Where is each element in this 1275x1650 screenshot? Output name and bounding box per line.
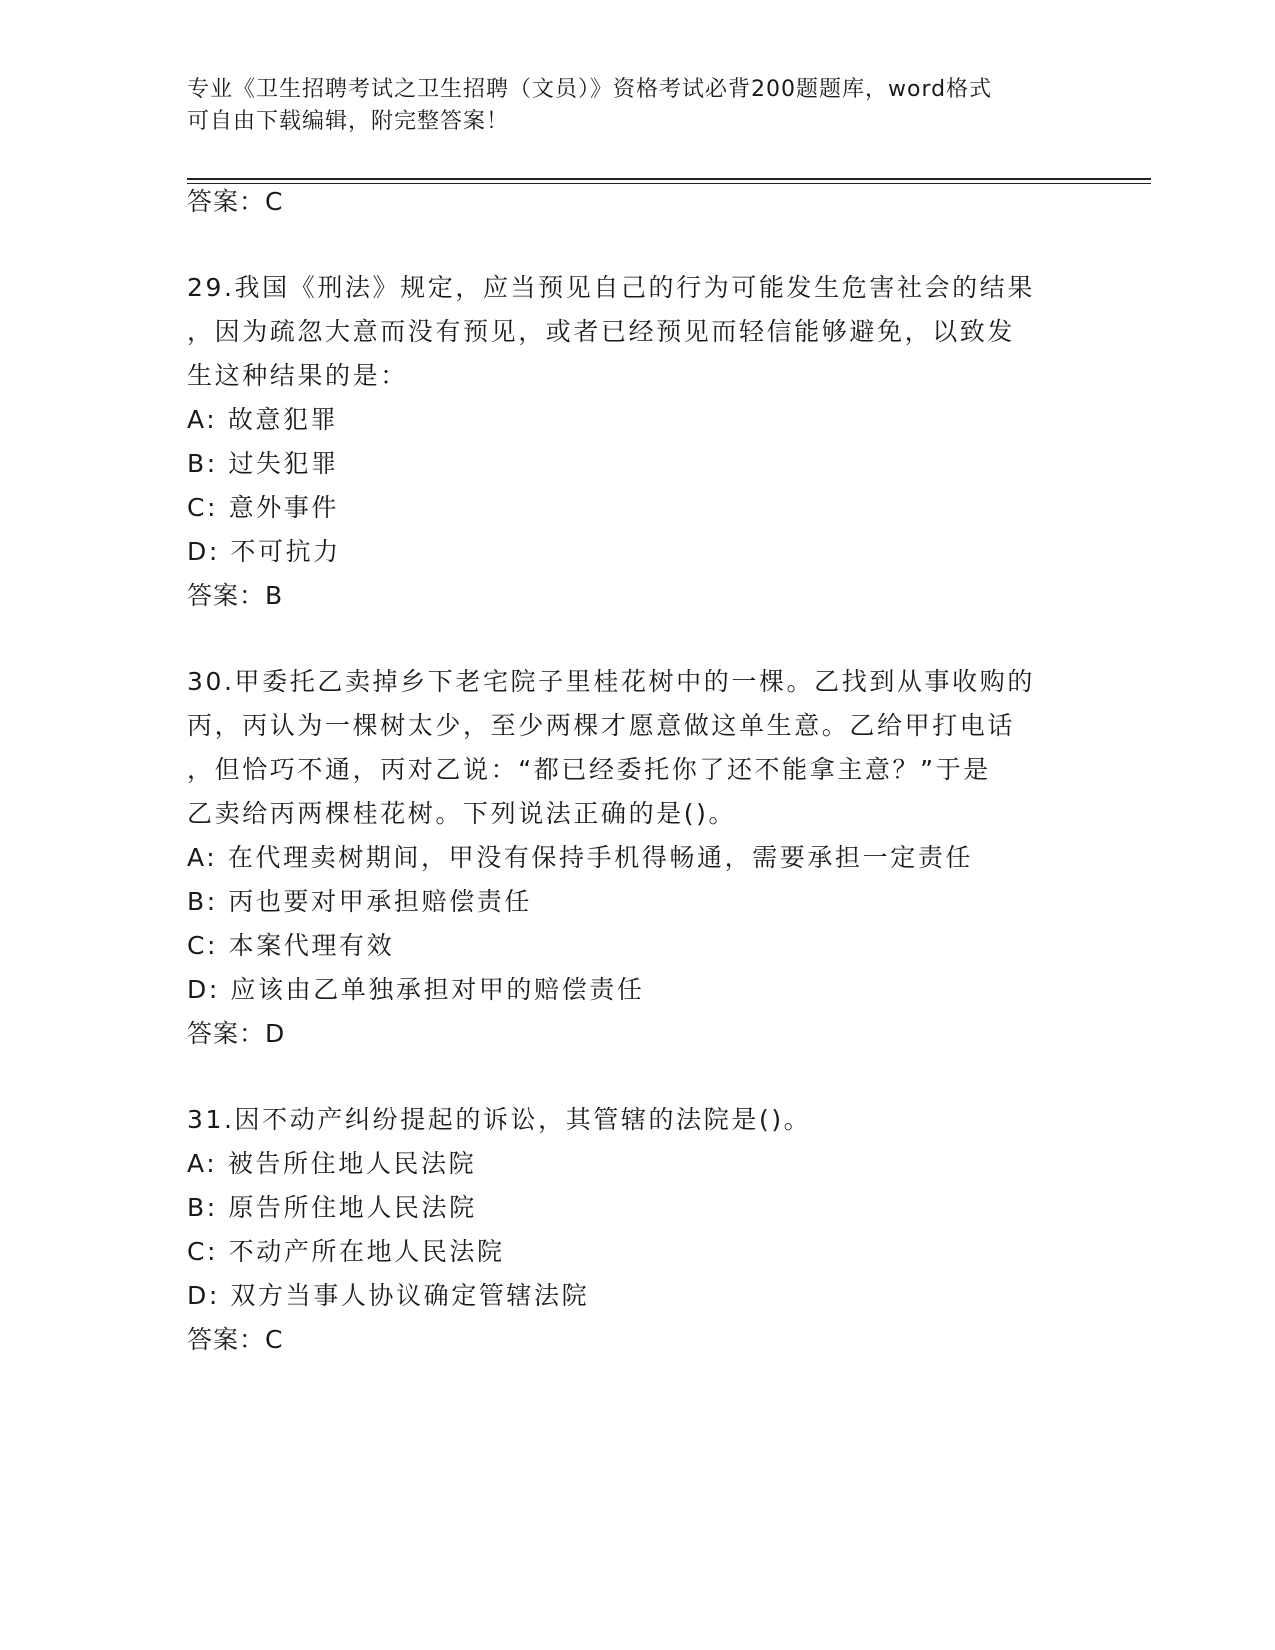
option-a: A: 故意犯罪 [187,405,339,434]
question-stem-line: 丙，丙认为一棵树太少，至少两棵才愿意做这单生意。乙给甲打电话 [187,711,1016,740]
question-stem-line: ，因为疏忽大意而没有预见，或者已经预见而轻信能够避免，以致发 [187,317,1016,346]
answer-line: 答案：C [187,187,284,216]
option-a: A: 在代理卖树期间，甲没有保持手机得畅通，需要承担一定责任 [187,843,974,872]
option-d: D: 不可抗力 [187,537,341,566]
header-divider-thin [187,183,1151,184]
option-c: C: 不动产所在地人民法院 [187,1237,505,1266]
question-stem-line: 生这种结果的是： [187,361,408,390]
answer-line: 答案：B [187,581,284,610]
document-header: 专业《卫生招聘考试之卫生招聘（文员）》资格考试必背200题题库，word格式 可自由下载编辑，附完整答案！ [187,77,993,134]
answer-line: 答案：C [187,1325,284,1354]
answer-line: 答案：D [187,1019,286,1048]
option-b: B: 过失犯罪 [187,449,339,478]
header-divider-thick [187,178,1151,180]
option-c: C: 本案代理有效 [187,931,395,960]
option-b: B: 原告所住地人民法院 [187,1193,477,1222]
question-stem-line: ，但恰巧不通，丙对乙说：“都已经委托你了还不能拿主意？”于是 [187,755,991,784]
question-stem-line: 乙卖给丙两棵桂花树。下列说法正确的是()。 [187,799,737,828]
question-stem-line: 31.因不动产纠纷提起的诉讼，其管辖的法院是()。 [187,1105,812,1134]
option-c: C: 意外事件 [187,493,340,522]
option-b: B: 丙也要对甲承担赔偿责任 [187,887,532,916]
option-d: D: 应该由乙单独承担对甲的赔偿责任 [187,975,645,1004]
question-stem-line: 29.我国《刑法》规定，应当预见自己的行为可能发生危害社会的结果 [187,273,1035,302]
question-stem-line: 30.甲委托乙卖掉乡下老宅院子里桂花树中的一棵。乙找到从事收购的 [187,667,1035,696]
option-a: A: 被告所住地人民法院 [187,1149,477,1178]
option-d: D: 双方当事人协议确定管辖法院 [187,1281,590,1310]
